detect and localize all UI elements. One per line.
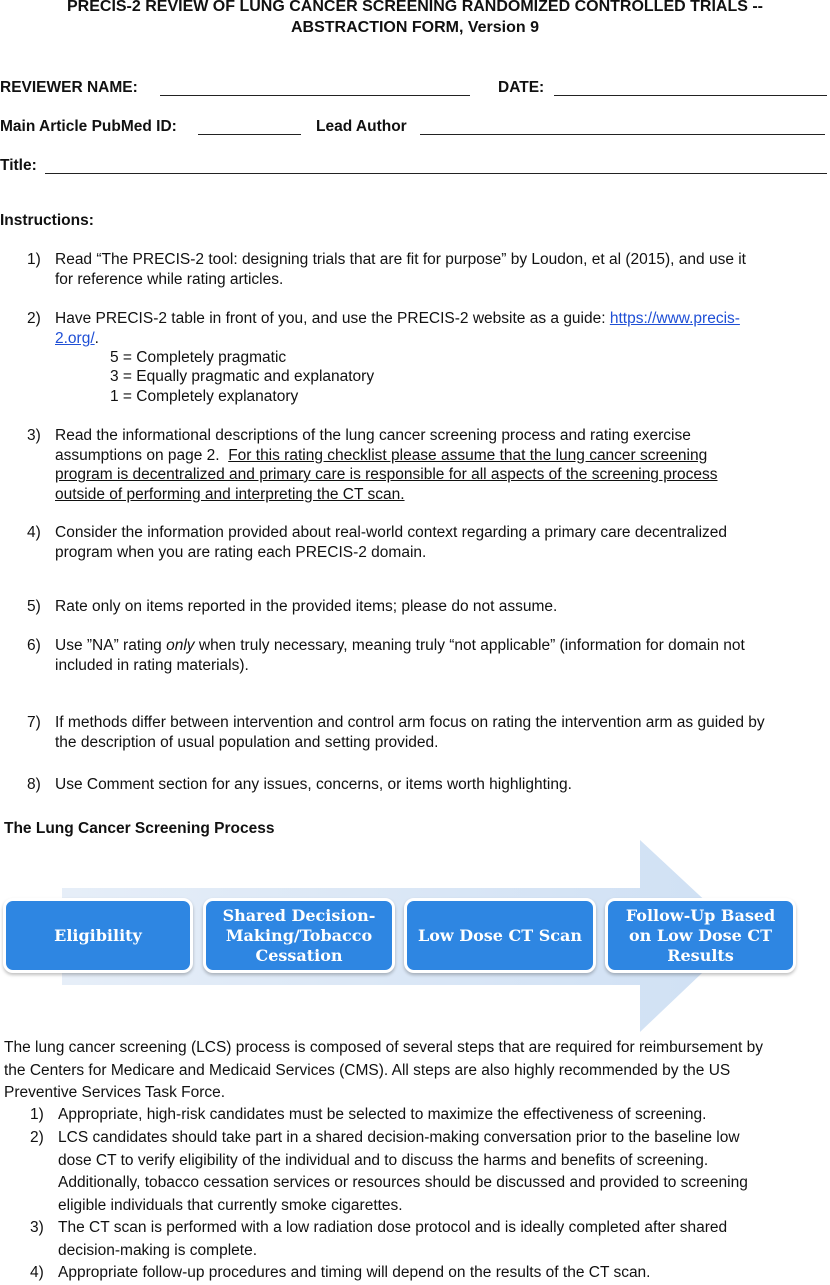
- instructions-heading: Instructions:: [0, 212, 94, 229]
- instruction-number: 6): [27, 637, 41, 654]
- instruction-number: 8): [27, 776, 41, 793]
- description-item-1: Appropriate, high-risk candidates must be selected to maximize the effectiveness of screening.: [58, 1106, 707, 1123]
- step-shared-decision-making: Shared Decision-Making/Tobacco Cessation: [203, 898, 395, 973]
- instruction-item-6: Use ”NA” rating only when truly necessary, meaning truly “not applicable” (information for domain not included in rating materials).: [55, 637, 745, 674]
- precis-website-link[interactable]: https://www.precis-: [609, 310, 740, 327]
- reviewer-name-label: REVIEWER NAME:: [0, 79, 138, 96]
- instruction-number: 5): [27, 598, 41, 615]
- step-follow-up: Follow-Up Based on Low Dose CT Results: [605, 898, 796, 973]
- instruction-number: 2): [27, 310, 41, 327]
- instruction-number: 7): [27, 714, 41, 731]
- precis-website-link-cont[interactable]: 2.org/: [55, 329, 95, 347]
- instruction-number: 1): [27, 251, 41, 268]
- reviewer-name-field[interactable]: [160, 95, 470, 96]
- instruction-number: 4): [27, 524, 41, 541]
- rating-scale-3: 3 = Equally pragmatic and explanatory: [110, 368, 375, 385]
- description-item-2: LCS candidates should take part in a shared decision-making conversation prior to the baseline low dose CT to verify eligibility of the individual and to discuss the harms and benefits of screening. Additionally, tobacco cessation services or resources should be discussed and provided to screening eligible individuals that currently smoke cigarettes.: [58, 1129, 748, 1214]
- instruction-item-5: Rate only on items reported in the provided items; please do not assume.: [55, 598, 558, 615]
- title-field[interactable]: [45, 173, 827, 174]
- description-number: 2): [30, 1129, 44, 1146]
- form-title-line-2: ABSTRACTION FORM, Version 9: [290, 19, 540, 36]
- instruction-item-2: Have PRECIS-2 table in front of you, and use the PRECIS-2 website as a guide: https://www.precis- 2.org/.: [55, 310, 740, 347]
- description-number: 3): [30, 1219, 44, 1236]
- instruction-item-3: Read the informational descriptions of the lung cancer screening process and rating exercise assumptions on page 2. For this rating checklist please assume that the lung cancer screening program is decentralized and primary care is responsible for all aspects of the screening process outside of performing and interpreting the CT scan.: [55, 427, 718, 503]
- description-number: 4): [30, 1264, 44, 1281]
- description-item-3: The CT scan is performed with a low radiation dose protocol and is ideally completed after shared decision-making is complete.: [58, 1219, 728, 1259]
- step-low-dose-ct-scan: Low Dose CT Scan: [404, 898, 596, 973]
- instruction-item-7: If methods differ between intervention and control arm focus on rating the intervention arm as guided by the description of usual population and setting provided.: [55, 714, 765, 751]
- pubmed-id-label: Main Article PubMed ID:: [0, 118, 177, 135]
- date-field[interactable]: [554, 95, 827, 96]
- title-label: Title:: [0, 157, 37, 174]
- lead-author-field[interactable]: [420, 134, 825, 135]
- description-number: 1): [30, 1106, 44, 1123]
- process-heading: The Lung Cancer Screening Process: [4, 820, 275, 837]
- instruction-item-1: Read “The PRECIS-2 tool: designing trials that are fit for purpose” by Loudon, et al (2015), and use it for reference while rating articles.: [55, 251, 746, 288]
- instruction-number: 3): [27, 427, 41, 444]
- lcs-description: The lung cancer screening (LCS) process is composed of several steps that are required for reimbursement by the Centers for Medicare and Medicaid Services (CMS). All steps are also highly recommended by the US Preventive Services Task Force.: [4, 1039, 763, 1101]
- form-title-line-1: PRECIS-2 REVIEW OF LUNG CANCER SCREENING RANDOMIZED CONTROLLED TRIALS --: [66, 0, 763, 15]
- date-label: DATE:: [498, 79, 545, 96]
- step-eligibility: Eligibility: [3, 898, 193, 973]
- lead-author-label: Lead Author: [316, 118, 407, 135]
- instruction-item-4: Consider the information provided about real-world context regarding a primary care decentralized program when you are rating each PRECIS-2 domain.: [55, 524, 728, 561]
- description-item-4: Appropriate follow-up procedures and timing will depend on the results of the CT scan.: [58, 1264, 651, 1281]
- rating-scale-1: 1 = Completely explanatory: [110, 388, 299, 405]
- rating-scale-5: 5 = Completely pragmatic: [110, 349, 287, 366]
- instruction-item-8: Use Comment section for any issues, concerns, or items worth highlighting.: [55, 776, 572, 793]
- pubmed-id-field[interactable]: [198, 134, 301, 135]
